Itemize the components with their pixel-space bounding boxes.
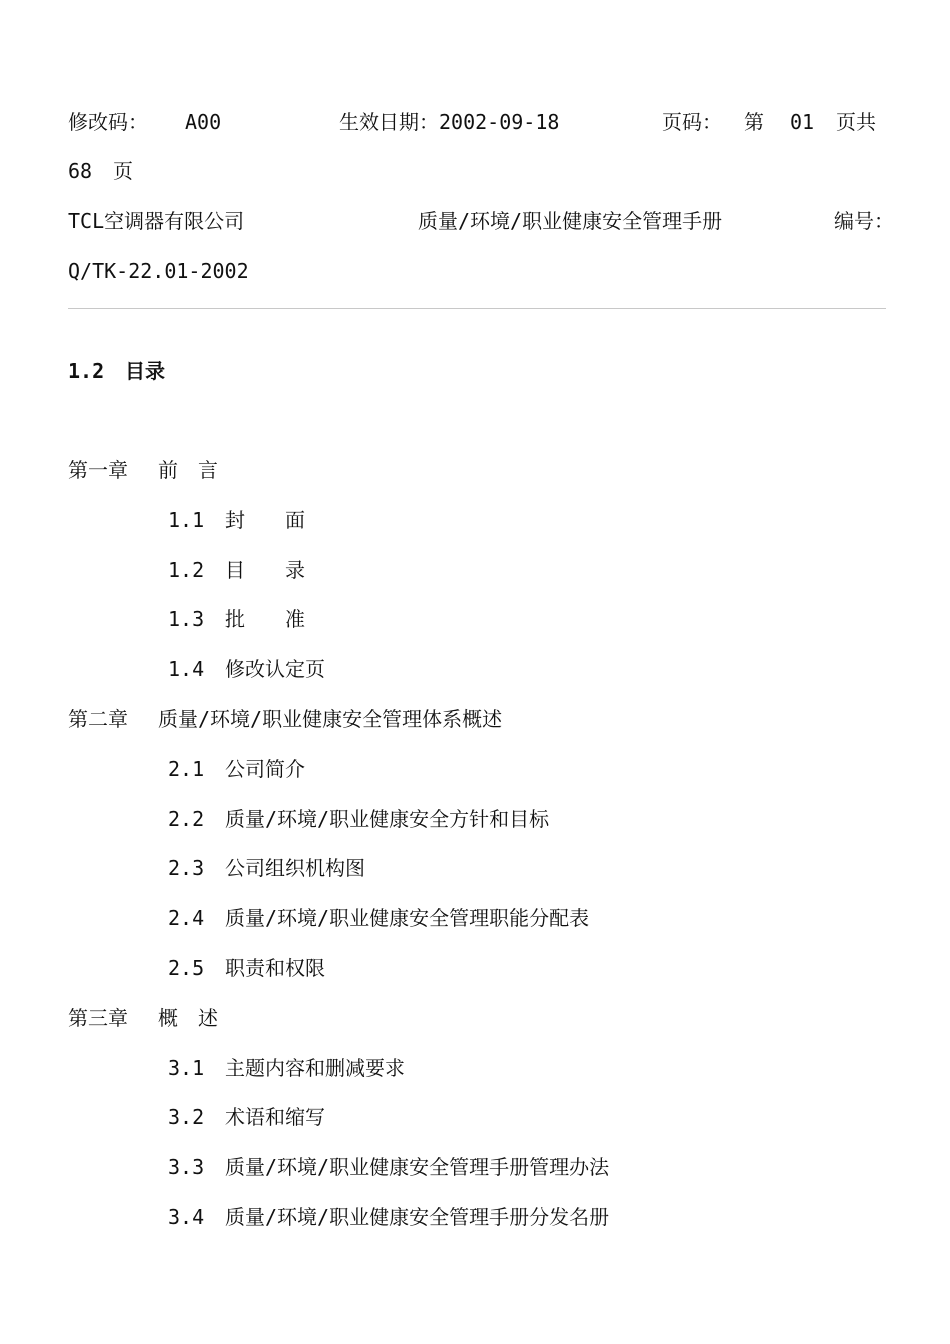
- page-number: 01: [790, 110, 815, 134]
- toc-chapter: [68, 704, 502, 734]
- toc-number: 2.5: [168, 956, 205, 980]
- toc-title: 质量/环境/职业健康安全管理手册分发名册: [225, 1205, 610, 1229]
- toc-number: 3.2: [168, 1105, 205, 1129]
- effective-date: 生效日期：2002-09-18: [339, 110, 560, 134]
- toc-title: 公司组织机构图: [225, 856, 365, 880]
- toc-item: [168, 754, 305, 784]
- toc-title: 公司简介: [225, 757, 305, 781]
- toc-number: 第二章: [68, 707, 128, 731]
- document-code: Q/TK-22.01-2002: [68, 259, 249, 283]
- toc-item: [168, 903, 589, 933]
- toc-number: 2.4: [168, 906, 205, 930]
- toc-number: 第三章: [68, 1006, 128, 1030]
- header-divider: [68, 308, 886, 309]
- toc-title: 质量/环境/职业健康安全管理体系概述: [158, 707, 503, 731]
- toc-title: 质量/环境/职业健康安全管理职能分配表: [225, 906, 590, 930]
- toc-title: 职责和权限: [225, 956, 325, 980]
- section-number: 1.2: [68, 359, 105, 383]
- header-total-pages-line: [68, 156, 268, 186]
- toc-chapter: [68, 455, 218, 485]
- toc-title: 封 面: [225, 508, 305, 532]
- toc-number: 第一章: [68, 458, 128, 482]
- header-company-line: [68, 206, 894, 236]
- toc-number: 3.4: [168, 1205, 205, 1229]
- toc-number: 2.2: [168, 807, 205, 831]
- toc-chapter: [68, 1003, 218, 1033]
- manual-title: 质量/环境/职业健康安全管理手册: [418, 209, 723, 233]
- total-suffix: 页: [113, 159, 133, 183]
- toc-item: [168, 1053, 405, 1083]
- toc-number: 1.2: [168, 558, 205, 582]
- toc-number: 3.1: [168, 1056, 205, 1080]
- toc-item: [168, 555, 305, 585]
- toc-title: 质量/环境/职业健康安全方针和目标: [225, 807, 550, 831]
- code-label: 编号：: [834, 209, 894, 233]
- toc-item: [168, 804, 549, 834]
- toc-title: 质量/环境/职业健康安全管理手册管理办法: [225, 1155, 610, 1179]
- toc-item: [168, 853, 365, 883]
- toc-item: [168, 654, 325, 684]
- revision-label: 修改码：: [68, 110, 148, 134]
- toc-number: 2.1: [168, 757, 205, 781]
- toc-number: 1.1: [168, 508, 205, 532]
- revision-value: A00: [185, 110, 222, 134]
- toc-title: 主题内容和删减要求: [225, 1056, 405, 1080]
- page-prefix: 第: [744, 110, 764, 134]
- toc-title: 目 录: [225, 558, 305, 582]
- toc-title: 术语和缩写: [225, 1105, 325, 1129]
- toc-number: 2.3: [168, 856, 205, 880]
- toc-title: 前 言: [158, 458, 218, 482]
- toc-number: 1.3: [168, 607, 205, 631]
- toc-item: [168, 1152, 609, 1182]
- toc-title: 概 述: [158, 1006, 218, 1030]
- toc-number: 1.4: [168, 657, 205, 681]
- toc-title: 批 准: [225, 607, 305, 631]
- section-title: [68, 356, 165, 386]
- page-suffix: 页共: [836, 110, 876, 134]
- toc-number: 3.3: [168, 1155, 205, 1179]
- toc-item: [168, 604, 305, 634]
- company-name: TCL空调器有限公司: [68, 209, 245, 233]
- header-revision-line: [68, 107, 888, 137]
- toc-item: [168, 1102, 325, 1132]
- total-pages: 68: [68, 159, 93, 183]
- section-heading: 目录: [125, 359, 165, 383]
- toc-item: [168, 1202, 609, 1232]
- toc-title: 修改认定页: [225, 657, 325, 681]
- toc-item: [168, 505, 305, 535]
- page-label: 页码：: [662, 110, 722, 134]
- toc-item: [168, 953, 325, 983]
